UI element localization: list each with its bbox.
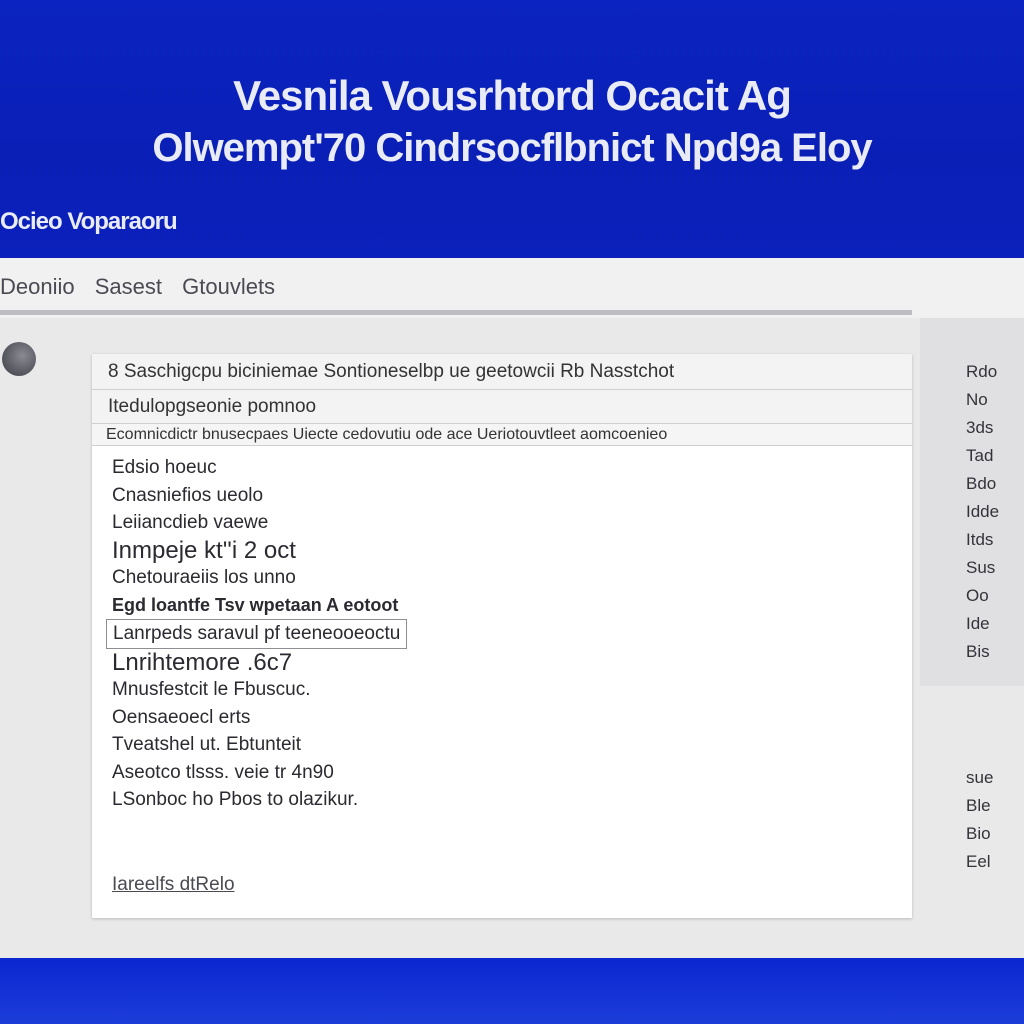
breadcrumb-item[interactable]: Sasest xyxy=(94,274,162,299)
header-divider xyxy=(0,310,912,315)
footer-link[interactable]: Iareelfs dtRelo xyxy=(112,874,235,895)
right-column-value: No xyxy=(966,390,988,409)
right-column-value: Bdo xyxy=(966,474,997,493)
right-column-value: Itds xyxy=(966,530,994,549)
right-column-value: Ble xyxy=(966,796,991,815)
panel-header-row[interactable]: Itedulopgseonie pomnoo xyxy=(92,390,912,424)
banner xyxy=(0,0,1024,258)
right-column-value: Tad xyxy=(966,446,994,465)
right-column-value: sue xyxy=(966,768,994,787)
right-column-value: Oo xyxy=(966,586,989,605)
list-item[interactable]: Mnusfestcit le Fbuscuc. xyxy=(112,679,311,700)
list-item[interactable]: Edsio hoeuc xyxy=(112,457,217,478)
right-column-value: Eel xyxy=(966,852,991,871)
panel-header-row[interactable]: 8 Saschigcpu biciniemae Sontioneselbp ue geetowcii Rb Nasstchot xyxy=(92,354,912,390)
list-item[interactable]: Cnasniefios ueolo xyxy=(112,484,264,506)
right-column-lower xyxy=(966,764,1016,876)
banner-title-line2: Olwempt'70 Cindrsocflbnict Npd9a Eloy xyxy=(152,126,872,170)
list-item[interactable]: Chetouraeiis los unno xyxy=(112,567,296,588)
right-column-value: Rdo xyxy=(966,362,998,381)
avatar[interactable] xyxy=(2,342,36,376)
list-item[interactable]: LSonboc ho Pbos to olazikur. xyxy=(112,789,359,810)
list-item[interactable]: Oensaeoecl erts xyxy=(112,706,251,728)
breadcrumb xyxy=(0,274,289,300)
banner-subtitle: Ocieo Voparaoru xyxy=(0,208,177,235)
right-column-value: Sus xyxy=(966,558,996,577)
banner-title-line1: Vesnila Vousrhtord Ocacit Ag xyxy=(233,72,791,119)
content-panel xyxy=(92,354,912,918)
list-item[interactable]: Tveatshel ut. Ebtunteit xyxy=(112,734,302,755)
breadcrumb-item[interactable]: Gtouvlets xyxy=(182,274,276,299)
list-item[interactable]: Inmpeje kt''i 2 oct xyxy=(112,536,296,564)
right-column-value: 3ds xyxy=(966,418,994,437)
list-item[interactable]: Leiiancdieb vaewe xyxy=(112,512,269,533)
right-column-value: Idde xyxy=(966,502,1000,521)
window-header xyxy=(0,258,1024,318)
item-list xyxy=(112,454,407,814)
right-column-upper xyxy=(966,358,1016,666)
bottom-bar xyxy=(0,958,1024,1024)
right-column-value: Bis xyxy=(966,642,990,661)
list-item[interactable]: Aseotco tlsss. veie tr 4n90 xyxy=(112,761,334,783)
list-item-selected[interactable]: Lanrpeds saravul pf teeneooeoctu xyxy=(106,619,407,649)
right-column-value: Ide xyxy=(966,614,990,633)
panel-header-row[interactable]: Ecomnicdictr bnusecpaes Uiecte cedovutiu ode ace Ueriotouvtleet aomcoenieo xyxy=(92,424,912,446)
list-item[interactable]: Egd loantfe Tsv wpetaan A eotoot xyxy=(112,594,399,615)
app-window xyxy=(0,258,1024,958)
right-column-value: Bio xyxy=(966,824,991,843)
breadcrumb-item[interactable]: Deoniio xyxy=(0,274,75,299)
list-item[interactable]: Lnrihtemore .6c7 xyxy=(112,648,293,676)
